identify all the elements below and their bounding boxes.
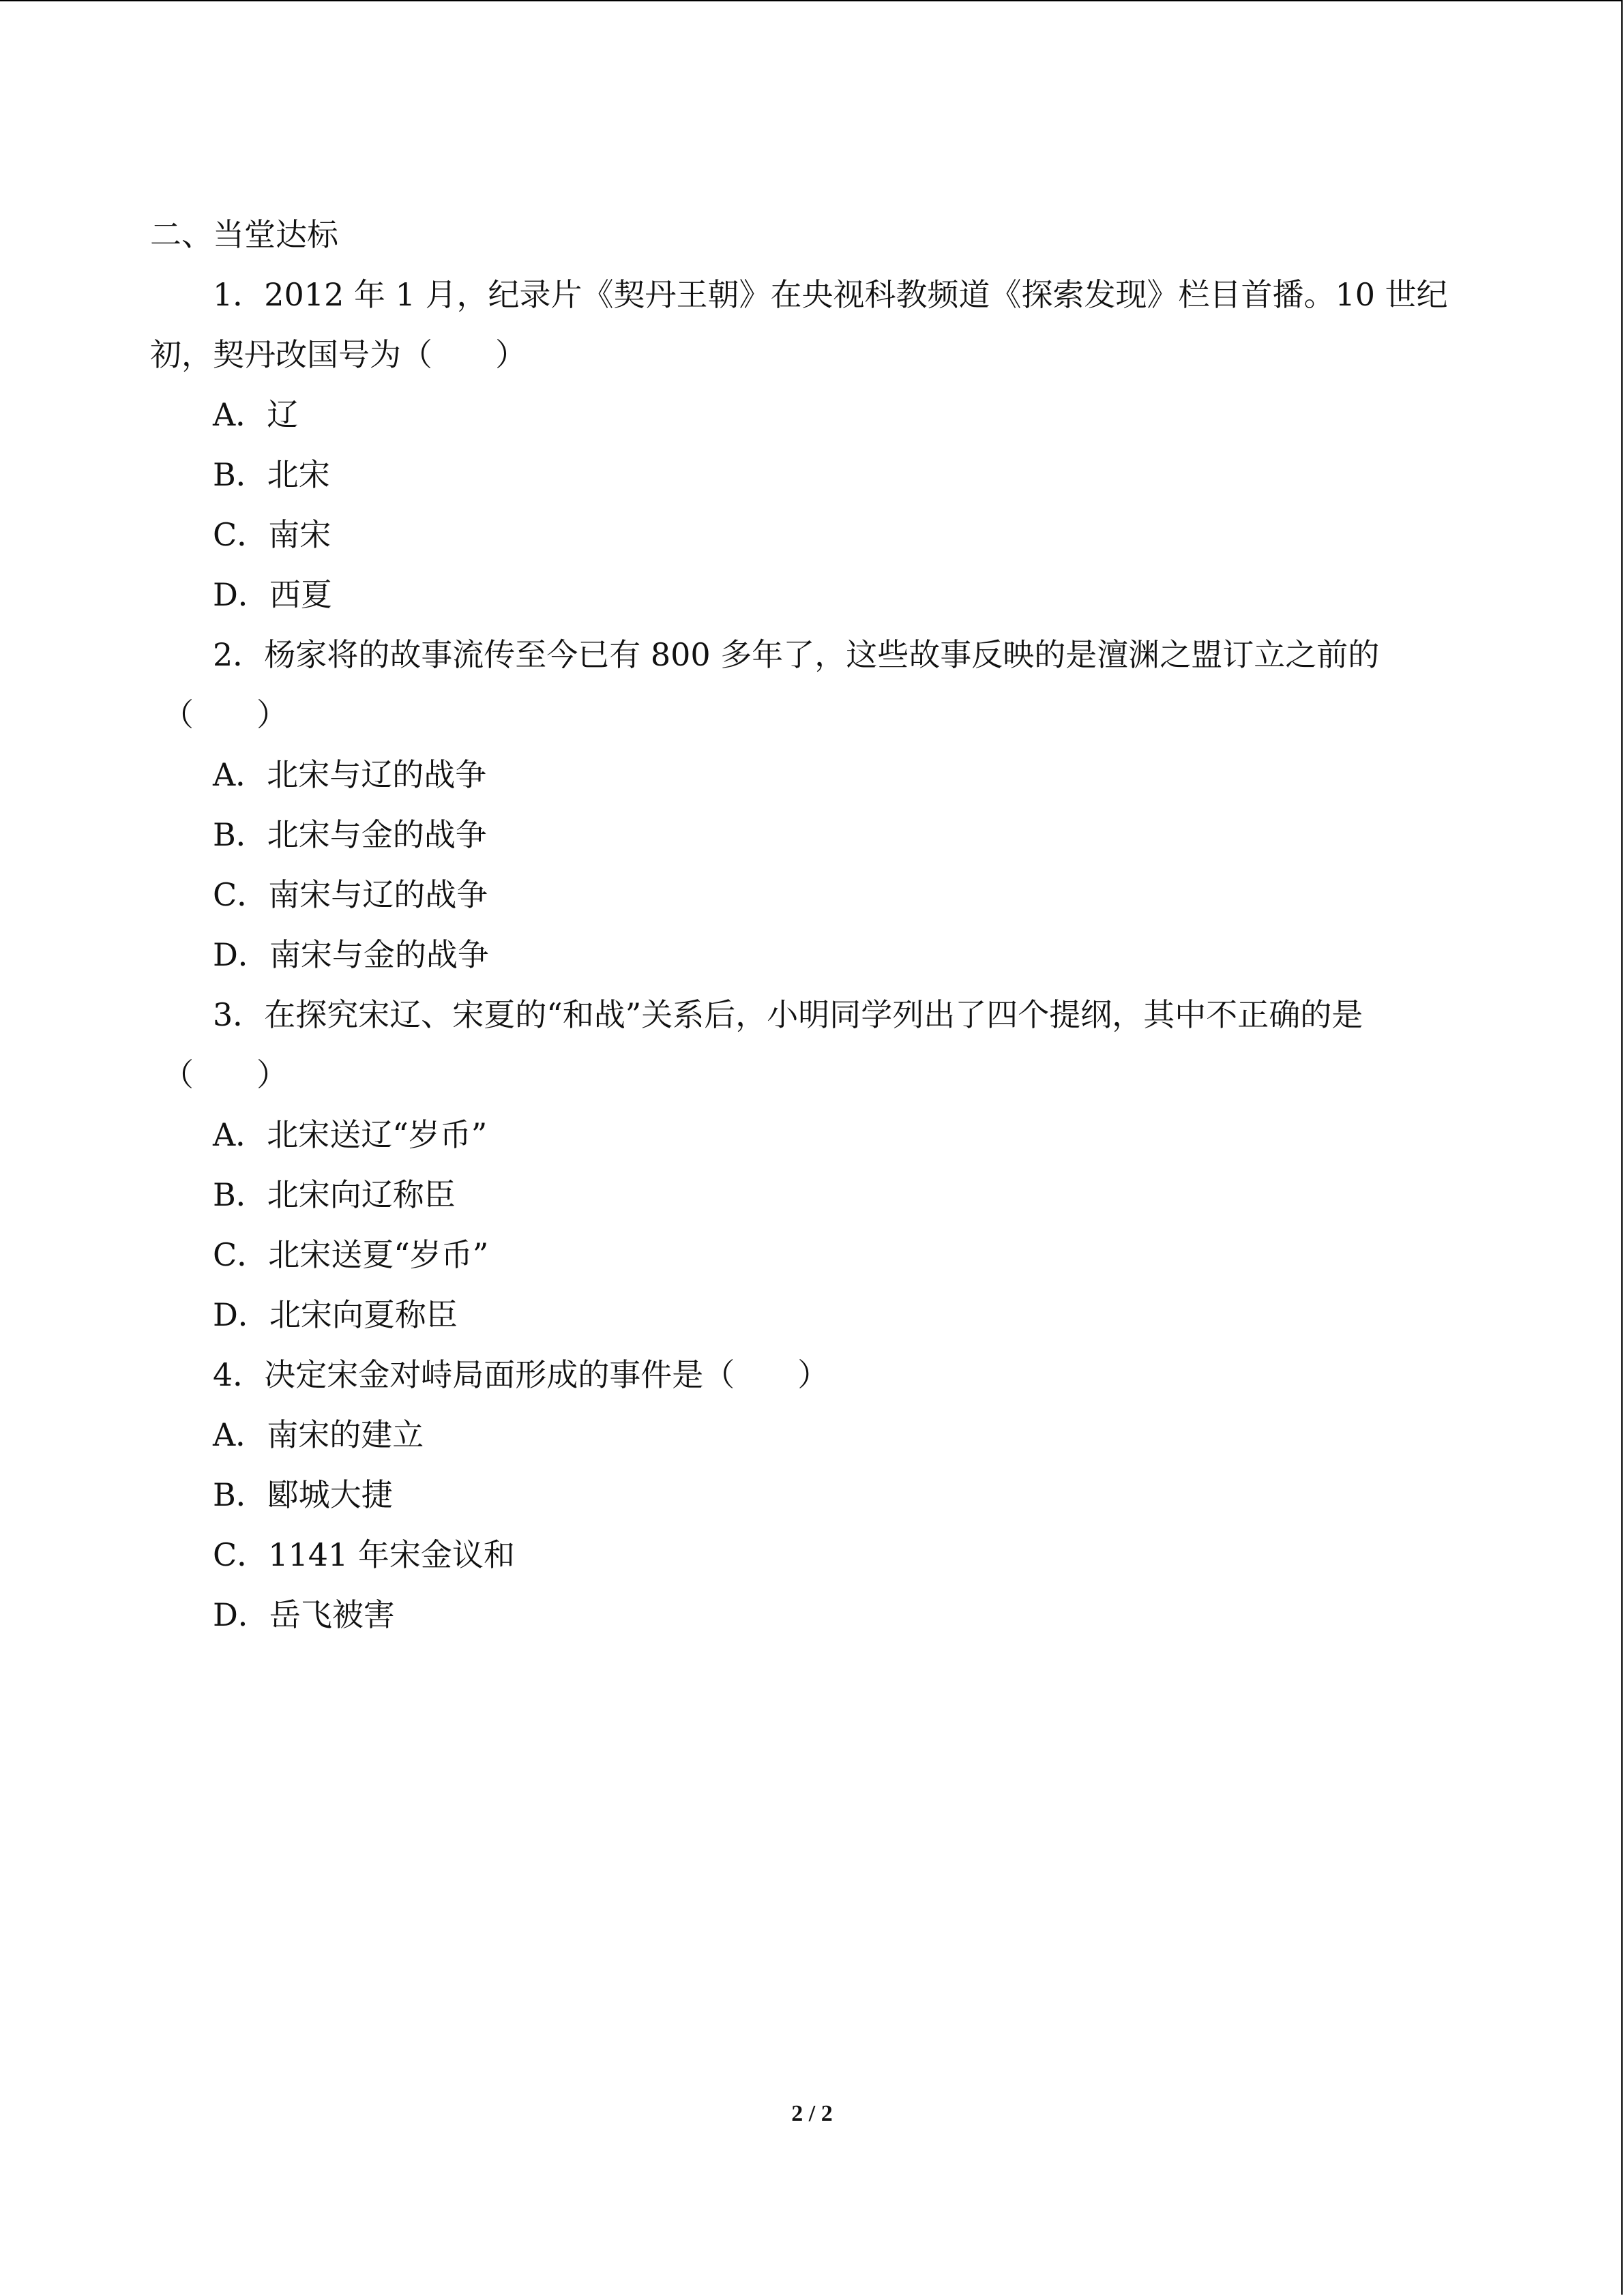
question-4-option-c: C．1141 年宋金议和: [213, 1536, 515, 1573]
question-4-option-d: D．岳飞被害: [213, 1596, 395, 1633]
question-1-option-c: C．南宋: [213, 516, 331, 553]
question-2-answer-blank: （ ）: [162, 696, 288, 733]
section-title: 二、当堂达标: [150, 216, 338, 253]
question-1-text-cont: 初，契丹改国号为（ ）: [150, 336, 527, 373]
question-3-answer-blank: （ ）: [162, 1056, 288, 1093]
question-2-option-a: A．北宋与辽的战争: [213, 756, 487, 793]
question-3-option-c: C．北宋送夏“岁币”: [213, 1236, 489, 1273]
question-2-text: 2．杨家将的故事流传至今已有 800 多年了，这些故事反映的是澶渊之盟订立之前的: [213, 636, 1380, 673]
question-3-option-a: A．北宋送辽“岁币”: [213, 1116, 488, 1153]
question-2-option-b: B．北宋与金的战争: [213, 816, 487, 853]
document-body: [150, 205, 1473, 1645]
question-1-option-b: B．北宋: [213, 456, 330, 493]
question-4-text: 4．决定宋金对峙局面形成的事件是（ ）: [213, 1356, 829, 1393]
question-1-text: 1．2012 年 1 月，纪录片《契丹王朝》在央视科教频道《探索发现》栏目首播。10 世纪: [213, 276, 1448, 313]
question-3-option-b: B．北宋向辽称臣: [213, 1176, 456, 1213]
question-1-option-d: D．西夏: [213, 576, 332, 613]
page-number: 2 / 2: [791, 2101, 833, 2126]
question-3-option-d: D．北宋向夏称臣: [213, 1296, 458, 1333]
question-3-text: 3．在探究宋辽、宋夏的“和战”关系后，小明同学列出了四个提纲，其中不正确的是: [213, 996, 1363, 1033]
question-2-option-c: C．南宋与辽的战争: [213, 876, 488, 913]
question-4-option-a: A．南宋的建立: [213, 1416, 424, 1453]
question-4-option-b: B．郾城大捷: [213, 1476, 393, 1513]
question-1-option-a: A．辽: [213, 396, 299, 433]
question-2-option-d: D．南宋与金的战争: [213, 936, 489, 973]
